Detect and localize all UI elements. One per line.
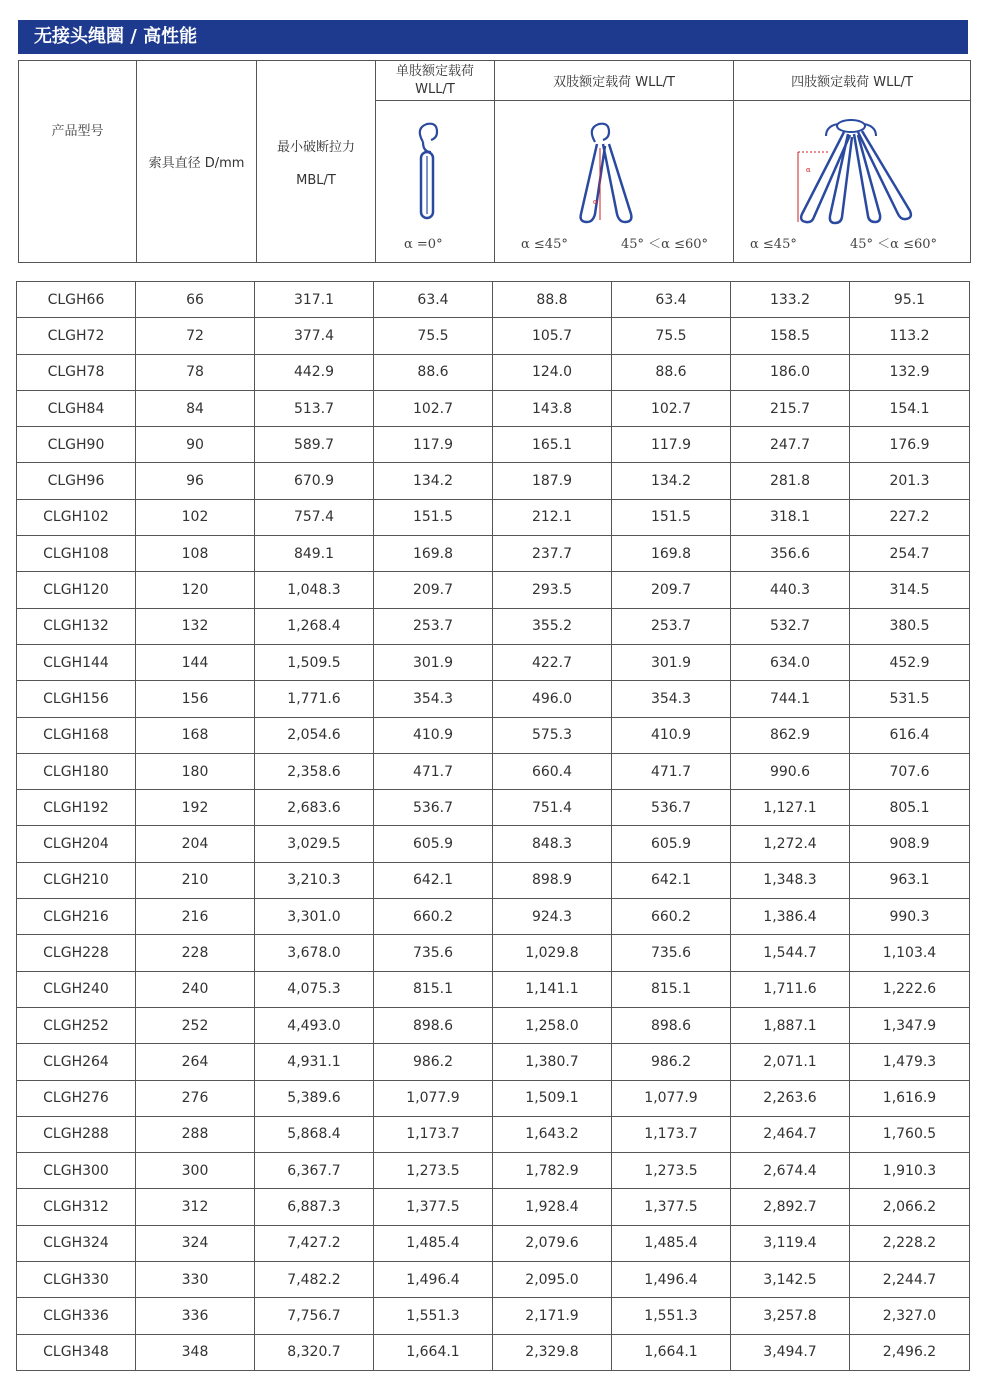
table-row bbox=[17, 572, 970, 608]
cell-quad-wll-45: 3,494.7 bbox=[731, 1334, 850, 1370]
cell-double-wll-45: 1,782.9 bbox=[493, 1153, 612, 1189]
cell-model: CLGH348 bbox=[17, 1334, 136, 1370]
cell-quad-wll-60: 2,228.2 bbox=[850, 1225, 970, 1261]
cell-quad-wll-60: 1,222.6 bbox=[850, 971, 970, 1007]
cell-quad-wll-45: 2,892.7 bbox=[731, 1189, 850, 1225]
cell-single-wll: 63.4 bbox=[374, 282, 493, 318]
cell-quad-wll-60: 201.3 bbox=[850, 463, 970, 499]
cell-diameter: 108 bbox=[136, 536, 255, 572]
cell-model: CLGH108 bbox=[17, 536, 136, 572]
cell-double-wll-60: 660.2 bbox=[612, 899, 731, 935]
cell-quad-wll-60: 314.5 bbox=[850, 572, 970, 608]
table-row bbox=[17, 427, 970, 463]
cell-mbl: 513.7 bbox=[255, 390, 374, 426]
cell-double-wll-45: 2,079.6 bbox=[493, 1225, 612, 1261]
cell-single-wll: 1,664.1 bbox=[374, 1334, 493, 1370]
header-diameter: 索具直径 D/mm bbox=[137, 61, 257, 263]
double-leg-diagram-cell bbox=[495, 101, 734, 263]
cell-quad-wll-45: 1,386.4 bbox=[731, 899, 850, 935]
cell-quad-wll-45: 3,119.4 bbox=[731, 1225, 850, 1261]
cell-double-wll-60: 605.9 bbox=[612, 826, 731, 862]
cell-mbl: 757.4 bbox=[255, 499, 374, 535]
cell-double-wll-45: 2,095.0 bbox=[493, 1262, 612, 1298]
table-row bbox=[17, 681, 970, 717]
cell-single-wll: 1,485.4 bbox=[374, 1225, 493, 1261]
double-angle-b-label: 45° ＜α ≤60° bbox=[621, 236, 709, 252]
cell-quad-wll-45: 318.1 bbox=[731, 499, 850, 535]
cell-quad-wll-60: 908.9 bbox=[850, 826, 970, 862]
cell-double-wll-60: 354.3 bbox=[612, 681, 731, 717]
cell-quad-wll-60: 2,327.0 bbox=[850, 1298, 970, 1334]
cell-double-wll-45: 496.0 bbox=[493, 681, 612, 717]
cell-single-wll: 471.7 bbox=[374, 753, 493, 789]
cell-single-wll: 75.5 bbox=[374, 318, 493, 354]
cell-mbl: 442.9 bbox=[255, 354, 374, 390]
table-row bbox=[17, 1189, 970, 1225]
cell-mbl: 7,756.7 bbox=[255, 1298, 374, 1334]
cell-mbl: 4,931.1 bbox=[255, 1044, 374, 1080]
table-row bbox=[17, 1044, 970, 1080]
cell-model: CLGH204 bbox=[17, 826, 136, 862]
cell-double-wll-60: 471.7 bbox=[612, 753, 731, 789]
single-angle-label: α =0° bbox=[404, 236, 443, 252]
cell-mbl: 1,771.6 bbox=[255, 681, 374, 717]
cell-model: CLGH240 bbox=[17, 971, 136, 1007]
cell-model: CLGH90 bbox=[17, 427, 136, 463]
cell-quad-wll-60: 1,616.9 bbox=[850, 1080, 970, 1116]
cell-mbl: 849.1 bbox=[255, 536, 374, 572]
cell-model: CLGH210 bbox=[17, 862, 136, 898]
cell-double-wll-45: 1,141.1 bbox=[493, 971, 612, 1007]
cell-quad-wll-60: 380.5 bbox=[850, 608, 970, 644]
table-row bbox=[17, 644, 970, 680]
cell-single-wll: 1,077.9 bbox=[374, 1080, 493, 1116]
cell-single-wll: 642.1 bbox=[374, 862, 493, 898]
cell-diameter: 180 bbox=[136, 753, 255, 789]
cell-model: CLGH324 bbox=[17, 1225, 136, 1261]
cell-model: CLGH180 bbox=[17, 753, 136, 789]
cell-quad-wll-45: 186.0 bbox=[731, 354, 850, 390]
cell-double-wll-60: 88.6 bbox=[612, 354, 731, 390]
table-row bbox=[17, 753, 970, 789]
cell-double-wll-60: 1,173.7 bbox=[612, 1116, 731, 1152]
cell-mbl: 670.9 bbox=[255, 463, 374, 499]
cell-double-wll-60: 536.7 bbox=[612, 790, 731, 826]
cell-double-wll-45: 1,928.4 bbox=[493, 1189, 612, 1225]
header-mbl bbox=[257, 61, 376, 263]
cell-model: CLGH144 bbox=[17, 644, 136, 680]
cell-quad-wll-45: 1,272.4 bbox=[731, 826, 850, 862]
cell-diameter: 132 bbox=[136, 608, 255, 644]
cell-double-wll-45: 898.9 bbox=[493, 862, 612, 898]
header-double: 双肢额定载荷 WLL/T bbox=[495, 61, 734, 101]
cell-quad-wll-45: 215.7 bbox=[731, 390, 850, 426]
cell-quad-wll-60: 154.1 bbox=[850, 390, 970, 426]
table-row bbox=[17, 1153, 970, 1189]
cell-diameter: 192 bbox=[136, 790, 255, 826]
cell-mbl: 4,075.3 bbox=[255, 971, 374, 1007]
cell-double-wll-60: 1,496.4 bbox=[612, 1262, 731, 1298]
table-row bbox=[17, 499, 970, 535]
cell-double-wll-45: 751.4 bbox=[493, 790, 612, 826]
header-single: 单肢额定载荷 WLL/T bbox=[376, 61, 495, 101]
cell-quad-wll-45: 1,711.6 bbox=[731, 971, 850, 1007]
cell-double-wll-45: 924.3 bbox=[493, 899, 612, 935]
cell-double-wll-60: 253.7 bbox=[612, 608, 731, 644]
cell-double-wll-45: 1,509.1 bbox=[493, 1080, 612, 1116]
cell-double-wll-45: 143.8 bbox=[493, 390, 612, 426]
cell-quad-wll-60: 113.2 bbox=[850, 318, 970, 354]
header-model: 产品型号 bbox=[19, 61, 137, 263]
cell-double-wll-45: 848.3 bbox=[493, 826, 612, 862]
cell-quad-wll-60: 963.1 bbox=[850, 862, 970, 898]
hook-quad-leg-icon bbox=[734, 112, 971, 232]
cell-double-wll-60: 815.1 bbox=[612, 971, 731, 1007]
cell-model: CLGH288 bbox=[17, 1116, 136, 1152]
cell-quad-wll-45: 1,127.1 bbox=[731, 790, 850, 826]
cell-quad-wll-45: 440.3 bbox=[731, 572, 850, 608]
cell-mbl: 5,868.4 bbox=[255, 1116, 374, 1152]
cell-single-wll: 151.5 bbox=[374, 499, 493, 535]
cell-quad-wll-60: 254.7 bbox=[850, 536, 970, 572]
table-row bbox=[17, 608, 970, 644]
cell-model: CLGH66 bbox=[17, 282, 136, 318]
cell-diameter: 168 bbox=[136, 717, 255, 753]
cell-diameter: 330 bbox=[136, 1262, 255, 1298]
cell-model: CLGH264 bbox=[17, 1044, 136, 1080]
table-row bbox=[17, 1334, 970, 1370]
cell-single-wll: 536.7 bbox=[374, 790, 493, 826]
cell-mbl: 7,482.2 bbox=[255, 1262, 374, 1298]
table-row bbox=[17, 862, 970, 898]
cell-diameter: 216 bbox=[136, 899, 255, 935]
cell-diameter: 72 bbox=[136, 318, 255, 354]
table-row bbox=[17, 1225, 970, 1261]
table-row bbox=[17, 971, 970, 1007]
cell-single-wll: 253.7 bbox=[374, 608, 493, 644]
cell-double-wll-60: 735.6 bbox=[612, 935, 731, 971]
spec-table-data bbox=[16, 281, 970, 1371]
header-mbl-line2: MBL/T bbox=[296, 172, 336, 188]
quad-leg-diagram-cell bbox=[734, 101, 971, 263]
cell-double-wll-60: 1,664.1 bbox=[612, 1334, 731, 1370]
cell-double-wll-45: 422.7 bbox=[493, 644, 612, 680]
cell-double-wll-45: 660.4 bbox=[493, 753, 612, 789]
cell-mbl: 3,301.0 bbox=[255, 899, 374, 935]
cell-double-wll-60: 642.1 bbox=[612, 862, 731, 898]
cell-double-wll-45: 293.5 bbox=[493, 572, 612, 608]
header-quad: 四肢额定载荷 WLL/T bbox=[734, 61, 971, 101]
cell-quad-wll-60: 2,244.7 bbox=[850, 1262, 970, 1298]
cell-model: CLGH168 bbox=[17, 717, 136, 753]
cell-diameter: 324 bbox=[136, 1225, 255, 1261]
cell-diameter: 240 bbox=[136, 971, 255, 1007]
cell-double-wll-45: 1,258.0 bbox=[493, 1007, 612, 1043]
cell-model: CLGH216 bbox=[17, 899, 136, 935]
cell-quad-wll-60: 531.5 bbox=[850, 681, 970, 717]
cell-quad-wll-45: 2,071.1 bbox=[731, 1044, 850, 1080]
cell-double-wll-60: 410.9 bbox=[612, 717, 731, 753]
table-row bbox=[17, 463, 970, 499]
cell-double-wll-60: 117.9 bbox=[612, 427, 731, 463]
quad-angle-a-label: α ≤45° bbox=[750, 236, 797, 252]
cell-quad-wll-45: 281.8 bbox=[731, 463, 850, 499]
cell-double-wll-60: 75.5 bbox=[612, 318, 731, 354]
table-row bbox=[17, 1262, 970, 1298]
table-row bbox=[17, 354, 970, 390]
table-row bbox=[17, 899, 970, 935]
cell-mbl: 317.1 bbox=[255, 282, 374, 318]
cell-double-wll-60: 63.4 bbox=[612, 282, 731, 318]
table-row bbox=[17, 1116, 970, 1152]
spec-table-header bbox=[18, 60, 971, 263]
cell-single-wll: 301.9 bbox=[374, 644, 493, 680]
cell-diameter: 210 bbox=[136, 862, 255, 898]
cell-single-wll: 605.9 bbox=[374, 826, 493, 862]
cell-double-wll-60: 151.5 bbox=[612, 499, 731, 535]
table-row bbox=[17, 717, 970, 753]
cell-model: CLGH312 bbox=[17, 1189, 136, 1225]
cell-quad-wll-45: 744.1 bbox=[731, 681, 850, 717]
cell-quad-wll-45: 1,348.3 bbox=[731, 862, 850, 898]
table-row bbox=[17, 390, 970, 426]
cell-diameter: 66 bbox=[136, 282, 255, 318]
cell-quad-wll-60: 227.2 bbox=[850, 499, 970, 535]
cell-model: CLGH120 bbox=[17, 572, 136, 608]
page-title: 无接头绳圈 / 高性能 bbox=[18, 20, 968, 54]
cell-model: CLGH276 bbox=[17, 1080, 136, 1116]
cell-double-wll-45: 165.1 bbox=[493, 427, 612, 463]
cell-model: CLGH78 bbox=[17, 354, 136, 390]
cell-mbl: 6,887.3 bbox=[255, 1189, 374, 1225]
cell-quad-wll-45: 532.7 bbox=[731, 608, 850, 644]
cell-single-wll: 88.6 bbox=[374, 354, 493, 390]
cell-double-wll-45: 2,171.9 bbox=[493, 1298, 612, 1334]
cell-mbl: 8,320.7 bbox=[255, 1334, 374, 1370]
cell-diameter: 90 bbox=[136, 427, 255, 463]
cell-mbl: 377.4 bbox=[255, 318, 374, 354]
cell-quad-wll-60: 990.3 bbox=[850, 899, 970, 935]
cell-diameter: 264 bbox=[136, 1044, 255, 1080]
cell-double-wll-60: 1,551.3 bbox=[612, 1298, 731, 1334]
cell-double-wll-60: 169.8 bbox=[612, 536, 731, 572]
cell-double-wll-45: 355.2 bbox=[493, 608, 612, 644]
cell-quad-wll-45: 133.2 bbox=[731, 282, 850, 318]
cell-single-wll: 117.9 bbox=[374, 427, 493, 463]
cell-diameter: 228 bbox=[136, 935, 255, 971]
quad-angle-b-label: 45° ＜α ≤60° bbox=[850, 236, 938, 252]
cell-double-wll-45: 2,329.8 bbox=[493, 1334, 612, 1370]
table-row bbox=[17, 826, 970, 862]
cell-model: CLGH300 bbox=[17, 1153, 136, 1189]
cell-single-wll: 134.2 bbox=[374, 463, 493, 499]
cell-model: CLGH96 bbox=[17, 463, 136, 499]
cell-diameter: 156 bbox=[136, 681, 255, 717]
cell-single-wll: 986.2 bbox=[374, 1044, 493, 1080]
cell-double-wll-60: 1,273.5 bbox=[612, 1153, 731, 1189]
cell-quad-wll-60: 707.6 bbox=[850, 753, 970, 789]
cell-quad-wll-45: 3,142.5 bbox=[731, 1262, 850, 1298]
cell-diameter: 348 bbox=[136, 1334, 255, 1370]
cell-diameter: 102 bbox=[136, 499, 255, 535]
cell-quad-wll-60: 1,347.9 bbox=[850, 1007, 970, 1043]
cell-quad-wll-60: 1,760.5 bbox=[850, 1116, 970, 1152]
cell-single-wll: 169.8 bbox=[374, 536, 493, 572]
cell-model: CLGH192 bbox=[17, 790, 136, 826]
cell-quad-wll-60: 616.4 bbox=[850, 717, 970, 753]
cell-mbl: 1,048.3 bbox=[255, 572, 374, 608]
svg-text:α: α bbox=[806, 165, 811, 174]
cell-diameter: 336 bbox=[136, 1298, 255, 1334]
cell-model: CLGH156 bbox=[17, 681, 136, 717]
cell-quad-wll-60: 1,910.3 bbox=[850, 1153, 970, 1189]
hook-single-leg-icon bbox=[376, 112, 495, 232]
cell-diameter: 96 bbox=[136, 463, 255, 499]
cell-model: CLGH132 bbox=[17, 608, 136, 644]
cell-mbl: 2,054.6 bbox=[255, 717, 374, 753]
cell-quad-wll-45: 3,257.8 bbox=[731, 1298, 850, 1334]
table-row bbox=[17, 318, 970, 354]
cell-quad-wll-45: 990.6 bbox=[731, 753, 850, 789]
cell-double-wll-60: 1,377.5 bbox=[612, 1189, 731, 1225]
cell-single-wll: 735.6 bbox=[374, 935, 493, 971]
cell-double-wll-60: 301.9 bbox=[612, 644, 731, 680]
cell-quad-wll-60: 452.9 bbox=[850, 644, 970, 680]
cell-diameter: 312 bbox=[136, 1189, 255, 1225]
cell-quad-wll-45: 2,674.4 bbox=[731, 1153, 850, 1189]
cell-quad-wll-45: 2,464.7 bbox=[731, 1116, 850, 1152]
table-row bbox=[17, 1007, 970, 1043]
cell-diameter: 84 bbox=[136, 390, 255, 426]
cell-double-wll-60: 1,077.9 bbox=[612, 1080, 731, 1116]
cell-single-wll: 660.2 bbox=[374, 899, 493, 935]
cell-single-wll: 1,551.3 bbox=[374, 1298, 493, 1334]
header-mbl-line1: 最小破断拉力 bbox=[276, 139, 355, 155]
cell-mbl: 7,427.2 bbox=[255, 1225, 374, 1261]
cell-quad-wll-45: 1,887.1 bbox=[731, 1007, 850, 1043]
cell-single-wll: 1,377.5 bbox=[374, 1189, 493, 1225]
cell-model: CLGH72 bbox=[17, 318, 136, 354]
cell-quad-wll-60: 2,066.2 bbox=[850, 1189, 970, 1225]
cell-diameter: 120 bbox=[136, 572, 255, 608]
cell-mbl: 3,678.0 bbox=[255, 935, 374, 971]
cell-mbl: 5,389.6 bbox=[255, 1080, 374, 1116]
cell-model: CLGH84 bbox=[17, 390, 136, 426]
cell-quad-wll-45: 634.0 bbox=[731, 644, 850, 680]
cell-quad-wll-45: 2,263.6 bbox=[731, 1080, 850, 1116]
cell-single-wll: 815.1 bbox=[374, 971, 493, 1007]
cell-diameter: 288 bbox=[136, 1116, 255, 1152]
cell-diameter: 252 bbox=[136, 1007, 255, 1043]
cell-quad-wll-60: 1,103.4 bbox=[850, 935, 970, 971]
cell-quad-wll-60: 132.9 bbox=[850, 354, 970, 390]
cell-double-wll-45: 575.3 bbox=[493, 717, 612, 753]
single-leg-diagram-cell bbox=[376, 101, 495, 263]
cell-mbl: 1,268.4 bbox=[255, 608, 374, 644]
cell-model: CLGH252 bbox=[17, 1007, 136, 1043]
cell-quad-wll-45: 247.7 bbox=[731, 427, 850, 463]
cell-single-wll: 102.7 bbox=[374, 390, 493, 426]
cell-double-wll-60: 986.2 bbox=[612, 1044, 731, 1080]
svg-text:α: α bbox=[593, 197, 598, 206]
cell-double-wll-45: 1,643.2 bbox=[493, 1116, 612, 1152]
cell-double-wll-60: 102.7 bbox=[612, 390, 731, 426]
cell-model: CLGH102 bbox=[17, 499, 136, 535]
cell-mbl: 3,210.3 bbox=[255, 862, 374, 898]
cell-diameter: 204 bbox=[136, 826, 255, 862]
cell-double-wll-45: 124.0 bbox=[493, 354, 612, 390]
cell-mbl: 1,509.5 bbox=[255, 644, 374, 680]
cell-model: CLGH336 bbox=[17, 1298, 136, 1334]
cell-quad-wll-45: 1,544.7 bbox=[731, 935, 850, 971]
double-angle-a-label: α ≤45° bbox=[521, 236, 568, 252]
cell-double-wll-45: 105.7 bbox=[493, 318, 612, 354]
cell-quad-wll-45: 158.5 bbox=[731, 318, 850, 354]
cell-single-wll: 898.6 bbox=[374, 1007, 493, 1043]
cell-mbl: 6,367.7 bbox=[255, 1153, 374, 1189]
cell-double-wll-45: 1,029.8 bbox=[493, 935, 612, 971]
cell-quad-wll-45: 862.9 bbox=[731, 717, 850, 753]
cell-double-wll-60: 898.6 bbox=[612, 1007, 731, 1043]
cell-double-wll-45: 237.7 bbox=[493, 536, 612, 572]
table-row bbox=[17, 790, 970, 826]
table-row bbox=[17, 1080, 970, 1116]
hook-double-leg-icon bbox=[495, 112, 734, 232]
cell-double-wll-60: 209.7 bbox=[612, 572, 731, 608]
cell-double-wll-45: 187.9 bbox=[493, 463, 612, 499]
cell-diameter: 300 bbox=[136, 1153, 255, 1189]
cell-single-wll: 410.9 bbox=[374, 717, 493, 753]
cell-mbl: 589.7 bbox=[255, 427, 374, 463]
cell-quad-wll-60: 2,496.2 bbox=[850, 1334, 970, 1370]
cell-mbl: 2,683.6 bbox=[255, 790, 374, 826]
cell-double-wll-45: 212.1 bbox=[493, 499, 612, 535]
table-row bbox=[17, 536, 970, 572]
cell-single-wll: 1,173.7 bbox=[374, 1116, 493, 1152]
cell-quad-wll-60: 1,479.3 bbox=[850, 1044, 970, 1080]
cell-diameter: 144 bbox=[136, 644, 255, 680]
cell-quad-wll-60: 176.9 bbox=[850, 427, 970, 463]
cell-single-wll: 354.3 bbox=[374, 681, 493, 717]
cell-single-wll: 1,496.4 bbox=[374, 1262, 493, 1298]
cell-mbl: 2,358.6 bbox=[255, 753, 374, 789]
table-row bbox=[17, 935, 970, 971]
cell-double-wll-45: 1,380.7 bbox=[493, 1044, 612, 1080]
cell-model: CLGH330 bbox=[17, 1262, 136, 1298]
cell-diameter: 78 bbox=[136, 354, 255, 390]
cell-model: CLGH228 bbox=[17, 935, 136, 971]
cell-single-wll: 209.7 bbox=[374, 572, 493, 608]
cell-double-wll-60: 1,485.4 bbox=[612, 1225, 731, 1261]
cell-double-wll-45: 88.8 bbox=[493, 282, 612, 318]
cell-single-wll: 1,273.5 bbox=[374, 1153, 493, 1189]
cell-double-wll-60: 134.2 bbox=[612, 463, 731, 499]
cell-quad-wll-60: 95.1 bbox=[850, 282, 970, 318]
cell-quad-wll-45: 356.6 bbox=[731, 536, 850, 572]
cell-diameter: 276 bbox=[136, 1080, 255, 1116]
table-row bbox=[17, 282, 970, 318]
table-row bbox=[17, 1298, 970, 1334]
cell-mbl: 4,493.0 bbox=[255, 1007, 374, 1043]
cell-mbl: 3,029.5 bbox=[255, 826, 374, 862]
cell-quad-wll-60: 805.1 bbox=[850, 790, 970, 826]
